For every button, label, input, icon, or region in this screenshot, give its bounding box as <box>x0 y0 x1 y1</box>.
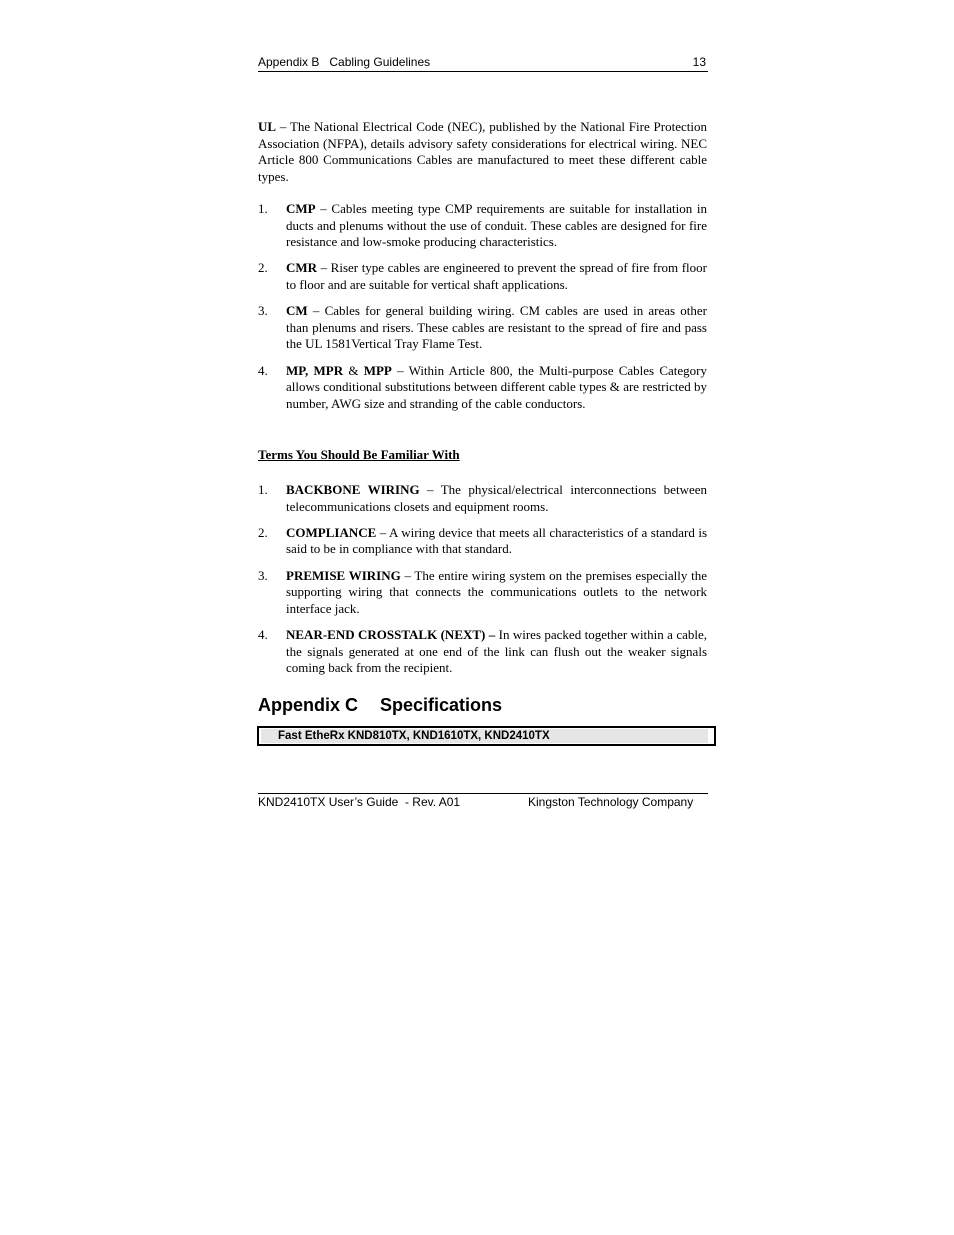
ul-intro-text: – The National Electrical Code (NEC), published by the National Fire Protection Association (NFPA), details advisory safety considerations for electrical wiring. NEC Article 800 Communications Cables are manufactured to meet these different cable types. <box>258 119 707 184</box>
list-item <box>258 627 707 677</box>
page-number: 13 <box>692 55 706 69</box>
appendix-c-title: Specifications <box>380 695 503 715</box>
running-footer <box>258 793 708 810</box>
ul-intro-paragraph <box>258 119 707 185</box>
list-text: – The entire wiring system on the premises especially the supporting wiring that connects the communications outlets to the network interface jack. <box>286 567 707 616</box>
list-item <box>258 363 707 413</box>
terms-list <box>258 482 707 686</box>
list-term: PREMISE WIRING <box>286 567 401 583</box>
list-term: CMP <box>286 201 316 216</box>
list-number: 3. <box>258 303 268 319</box>
list-number: 2. <box>258 260 268 276</box>
header-section <box>258 55 430 69</box>
list-term: CMR <box>286 260 318 276</box>
appendix-c-heading <box>258 694 502 716</box>
list-item <box>258 201 707 251</box>
spec-table <box>257 726 716 746</box>
list-text: – Riser type cables are engineered to prevent the spread of fire from floor to floor and are suitable for vertical shaft applications. <box>286 260 707 292</box>
header-section-title: Cabling Guidelines <box>329 55 431 69</box>
list-term: NEAR-END CROSSTALK (NEXT) – <box>286 626 496 642</box>
list-number: 3. <box>258 567 268 583</box>
list-term: BACKBONE WIRING <box>286 482 420 497</box>
list-text: – A wiring device that meets all characteristics of a standard is said to be in compliance with that standard. <box>286 524 707 557</box>
terms-heading: Terms You Should Be Familiar With <box>258 447 460 462</box>
list-text: – Cables meeting type CMP requirements are suitable for installation in ducts and plenums without the use of conduit. These cables are designed for fire resistance and low-smoke producing characteristics. <box>286 201 707 250</box>
list-text: – Within Article 800, the Multi-purpose Cables Category allows conditional substitutions between different cable types & are restricted by number, AWG size and stranding of the cable conductors. <box>286 362 707 411</box>
list-number: 4. <box>258 362 268 378</box>
list-number: 1. <box>258 482 268 497</box>
list-text: – The physical/electrical interconnections between telecommunications closets and equipment rooms. <box>286 482 707 514</box>
appendix-c-label: Appendix C <box>258 695 359 715</box>
list-term: MP, MPR <box>286 362 344 378</box>
cable-type-list <box>258 201 707 422</box>
list-term: COMPLIANCE <box>286 524 377 540</box>
ul-term: UL <box>258 119 277 134</box>
list-item <box>258 303 707 353</box>
list-item <box>258 525 707 558</box>
footer-company: Kingston Technology Company <box>528 795 694 809</box>
list-number: 2. <box>258 524 268 540</box>
list-item <box>258 260 707 293</box>
list-item <box>258 568 707 618</box>
list-number: 4. <box>258 626 268 642</box>
list-term-secondary: MPP <box>363 362 392 378</box>
footer-doc-title: KND2410TX User’s Guide - Rev. A01 <box>258 795 461 809</box>
list-term: CM <box>286 303 308 319</box>
header-section-label: Appendix B <box>258 55 320 69</box>
running-header <box>258 55 708 72</box>
spec-table-header: Fast EtheRx KND810TX, KND1610TX, KND2410TX <box>261 729 708 743</box>
list-number: 1. <box>258 201 268 216</box>
list-joiner: & <box>343 362 364 378</box>
list-item <box>258 482 707 515</box>
list-text: In wires packed together within a cable, the signals generated at one end of the link can flush out the weaker signals coming back from the recipient. <box>286 626 707 676</box>
list-text: – Cables for general building wiring. CM cables are used in areas other than plenums and risers. These cables are resistant to the spread of fire and pass the UL 1581Vertical Tray Flame Test. <box>286 303 707 352</box>
